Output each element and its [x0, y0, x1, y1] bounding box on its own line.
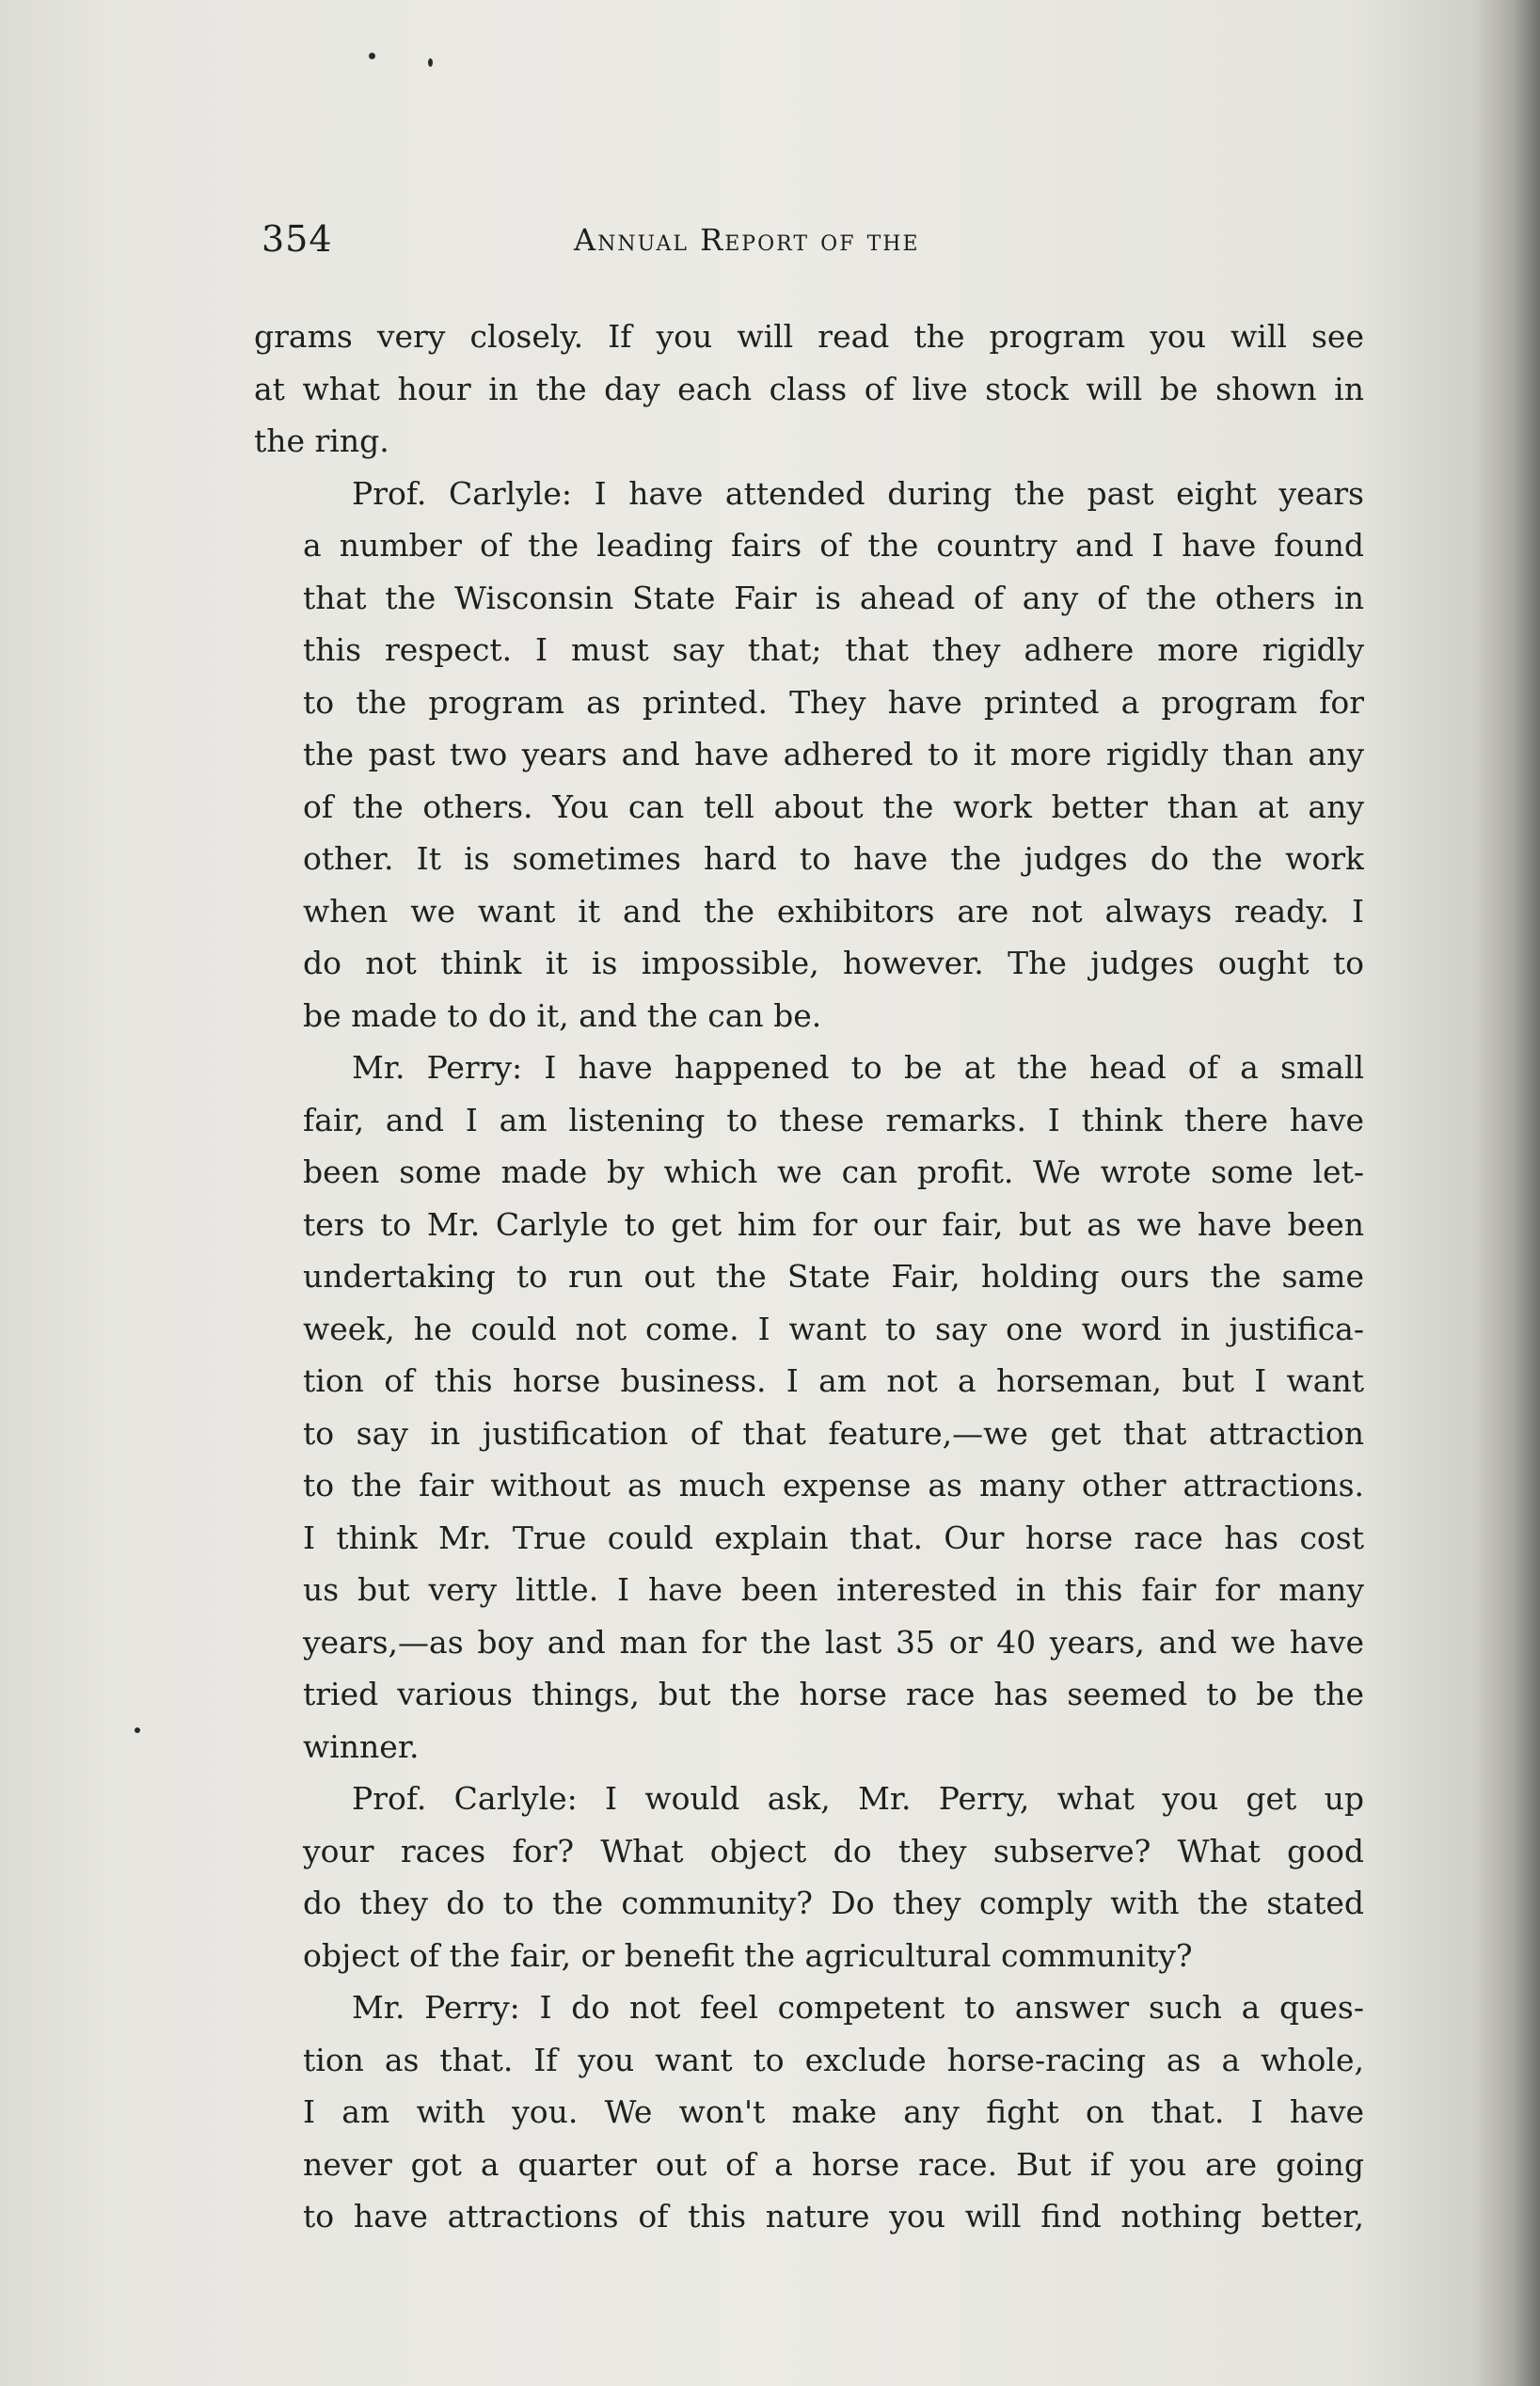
paragraph	[254, 1981, 1364, 2243]
text-line: that the Wisconsin State Fair is ahead of any of the others in	[303, 579, 1364, 616]
text-line: been some made by which we can profit. We wrote some let-	[303, 1153, 1364, 1190]
text-line: week, he could not come. I want to say one word in justifica-	[303, 1310, 1364, 1347]
text-line: to have attractions of this nature you will find nothing better,	[303, 2198, 1364, 2235]
text-line: the ring.	[254, 422, 389, 459]
text-line: undertaking to run out the State Fair, holding ours the same	[303, 1258, 1364, 1295]
ink-speck	[369, 53, 375, 59]
body-text	[254, 310, 1364, 2243]
ink-speck	[135, 1727, 140, 1733]
paragraph	[254, 310, 1364, 468]
text-line: do not think it is impossible, however. The judges ought to	[303, 945, 1364, 981]
text-line: tion as that. If you want to exclude horse-racing as a whole,	[303, 2041, 1364, 2078]
text-line: your races for? What object do they subserve? What good	[303, 1832, 1364, 1869]
text-line: to the fair without as much expense as many other attractions.	[303, 1467, 1364, 1503]
text-line: I think Mr. True could explain that. Our horse race has cost	[303, 1519, 1364, 1556]
text-line: at what hour in the day each class of live stock will be shown in	[254, 370, 1364, 407]
text-line: when we want it and the exhibitors are not always ready. I	[303, 892, 1364, 930]
text-line: tried various things, but the horse race has seemed to be the	[303, 1676, 1364, 1712]
text-line: I am with you. We won't make any fight on that. I have	[303, 2093, 1364, 2130]
text-line: winner.	[303, 1727, 420, 1765]
paragraph	[254, 468, 1364, 1042]
paragraph	[254, 1773, 1364, 1981]
text-line: fair, and I am listening to these remarks. I think there have	[303, 1101, 1364, 1138]
text-line: us but very little. I have been interested in this fair for many	[303, 1571, 1364, 1608]
text-line: Prof. Carlyle: I would ask, Mr. Perry, what you get up	[352, 1780, 1364, 1817]
text-line: do they do to the community? Do they comply with the stated	[303, 1885, 1364, 1921]
running-title: Annual Report of the	[574, 222, 920, 258]
text-line: object of the fair, or benefit the agricultural community?	[303, 1936, 1193, 1974]
paragraph	[254, 1042, 1364, 1773]
text-line: Mr. Perry: I do not feel competent to answer such a ques-	[352, 1989, 1364, 2026]
ink-speck	[428, 58, 433, 67]
text-line: other. It is sometimes hard to have the judges do the work	[303, 840, 1364, 877]
text-line: this respect. I must say that; that they adhere more rigidly	[303, 631, 1364, 668]
text-line: tion of this horse business. I am not a horseman, but I want	[303, 1362, 1364, 1399]
text-line: grams very closely. If you will read the program you will see	[254, 318, 1364, 355]
running-head	[254, 218, 1383, 275]
text-line: ters to Mr. Carlyle to get him for our fair, but as we have been	[303, 1205, 1364, 1243]
text-line: be made to do it, and the can be.	[303, 996, 822, 1034]
text-line: never got a quarter out of a horse race. But if you are going	[303, 2145, 1364, 2183]
page-number: 354	[262, 218, 333, 260]
text-line: to say in justification of that feature,—we get that attraction	[303, 1414, 1364, 1452]
text-line: a number of the leading fairs of the country and I have found	[303, 527, 1364, 564]
page-gutter-shadow	[1474, 0, 1540, 2386]
text-line: years,—as boy and man for the last 35 or 40 years, and we have	[303, 1623, 1364, 1661]
text-line: Mr. Perry: I have happened to be at the head of a small	[352, 1049, 1364, 1086]
text-line: of the others. You can tell about the work better than at any	[303, 787, 1364, 825]
text-line: the past two years and have adhered to it more rigidly than any	[303, 736, 1364, 772]
text-line: Prof. Carlyle: I have attended during the past eight years	[352, 474, 1364, 512]
text-line: to the program as printed. They have printed a program for	[303, 683, 1364, 721]
